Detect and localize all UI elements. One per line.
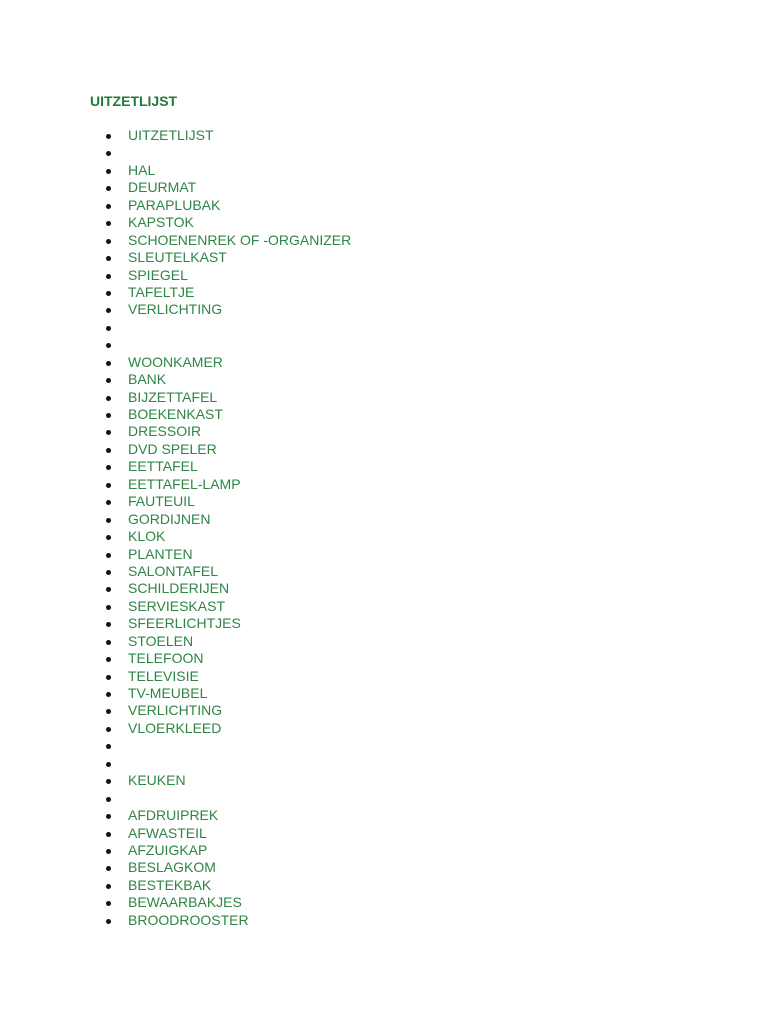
list-item-label: AFWASTEIL (128, 824, 207, 841)
bullet-icon (106, 535, 111, 540)
list-item-label: WOONKAMER (128, 353, 223, 370)
bullet-icon (106, 762, 111, 767)
list-item-label: FAUTEUIL (128, 493, 195, 510)
bullet-icon (106, 186, 111, 191)
bullet-icon (106, 640, 111, 645)
list-item-label: PLANTEN (128, 545, 193, 562)
list-item-label: SCHOENENREK OF -ORGANIZER (128, 231, 352, 248)
bullet-icon (106, 832, 111, 837)
list-item-label: BEWAARBAKJES (128, 894, 242, 911)
list-item-label: HAL (128, 161, 156, 178)
list-item-label: KEUKEN (128, 772, 186, 789)
bullet-icon (106, 396, 111, 401)
bullet-icon (106, 692, 111, 697)
bullet-icon (106, 239, 111, 244)
list-item-label: DEURMAT (128, 179, 197, 196)
list-item-label: EETTAFEL (128, 458, 198, 475)
list-item-label: TELEVISIE (128, 667, 199, 684)
list-item-label: KLOK (128, 528, 166, 545)
bullet-icon (106, 291, 111, 296)
list-item-label: SPIEGEL (128, 266, 188, 283)
bullet-icon (106, 814, 111, 819)
bullet-icon (106, 308, 111, 313)
list-item-label: BOEKENKAST (128, 406, 223, 422)
bullet-icon (106, 448, 111, 453)
bullet-icon (106, 570, 111, 575)
document-title: UITZETLIJST (90, 93, 178, 109)
list-item-label: SFEERLICHTJES (128, 615, 241, 632)
bullet-icon (106, 274, 111, 279)
bullet-icon (106, 221, 111, 226)
bullet-icon (106, 587, 111, 592)
bullet-icon (106, 134, 111, 139)
bullet-icon (106, 622, 111, 627)
bullet-icon (106, 204, 111, 209)
list-item-label: STOELEN (128, 632, 194, 649)
bullet-icon (106, 779, 111, 784)
list-item-label: VERLICHTING (128, 702, 223, 719)
list-item-label: BESLAGKOM (128, 859, 216, 876)
bullet-icon (106, 343, 111, 348)
bullet-icon (106, 378, 111, 383)
bullet-icon (106, 553, 111, 558)
bullet-icon (106, 465, 111, 470)
bullet-icon (106, 361, 111, 366)
list-item-label: PARAPLUBAK (128, 196, 221, 213)
list-item-label: TV-MEUBEL (128, 685, 208, 701)
list-item-label: DRESSOIR (128, 423, 202, 440)
bullet-icon (106, 151, 111, 156)
bullet-icon (106, 849, 111, 854)
bullet-icon (106, 657, 111, 662)
bullet-icon (106, 605, 111, 610)
list-item-label: SERVIESKAST (128, 597, 226, 614)
list-item-label: KAPSTOK (128, 214, 194, 231)
bullet-icon (106, 326, 111, 331)
bullet-icon (106, 430, 111, 435)
bullet-icon (106, 727, 111, 732)
list-item-label: SCHILDERIJEN (128, 580, 230, 597)
list-item-label: SLEUTELKAST (128, 249, 227, 266)
bullet-icon (106, 518, 111, 523)
list-item-label: BESTEKBAK (128, 876, 212, 893)
list-item-label: BROODROOSTER (128, 911, 249, 928)
bullet-icon (106, 797, 111, 802)
bullet-icon (106, 483, 111, 488)
bullet-icon (106, 413, 111, 418)
list-item-label: AFZUIGKAP (128, 841, 208, 858)
list-item-label: AFDRUIPREK (128, 807, 219, 824)
bullet-icon (106, 169, 111, 174)
bullet-icon (106, 256, 111, 261)
bullet-icon (106, 675, 111, 680)
bullet-icon (106, 500, 111, 505)
list-item-label: TAFELTJE (128, 283, 195, 300)
list-item-label: BIJZETTAFEL (128, 388, 218, 405)
list-item-label: VERLICHTING (128, 301, 223, 318)
bullet-icon (106, 919, 111, 924)
bullet-icon (106, 901, 111, 906)
list-item-label: SALONTAFEL (128, 562, 218, 579)
bullet-icon (106, 709, 111, 714)
bullet-icon (106, 744, 111, 749)
list-item-label: TELEFOON (128, 650, 204, 667)
list-item-label: DVD SPELER (128, 440, 217, 457)
list-item-label: BANK (128, 371, 167, 388)
list-item-label: GORDIJNEN (128, 510, 211, 527)
list-item-label: EETTAFEL-LAMP (128, 475, 241, 492)
list-item-label: VLOERKLEED (128, 719, 222, 736)
bullet-icon (106, 866, 111, 871)
bullet-icon (106, 884, 111, 889)
list-item-label: UITZETLIJST (128, 127, 214, 143)
